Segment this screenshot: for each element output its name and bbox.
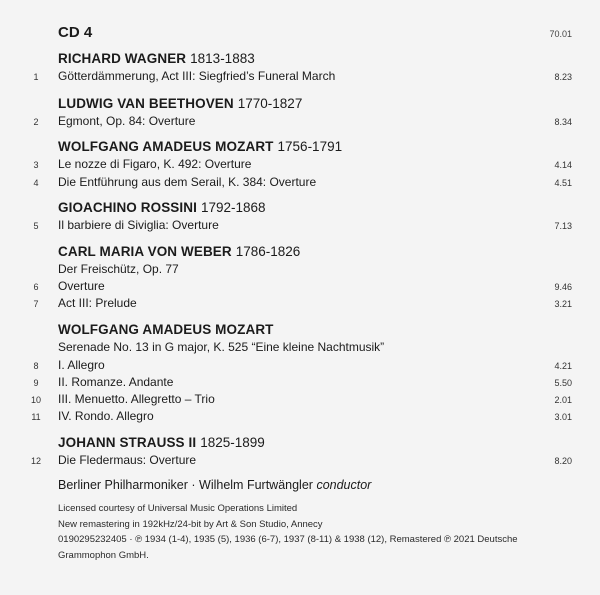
track-duration: 8.23	[554, 72, 572, 82]
orchestra-conductor: Berliner Philharmoniker · Wilhelm Furtwängler	[58, 478, 313, 492]
composer-heading	[58, 322, 274, 337]
track-duration: 2.01	[554, 395, 572, 405]
composer-dates: 1792-1868	[200, 200, 266, 215]
composer-heading	[58, 139, 342, 154]
notes-line: Licensed courtesy of Universal Music Operations Limited	[58, 503, 298, 514]
composer-heading	[58, 96, 302, 111]
track-row	[0, 175, 600, 191]
track-duration: 3.21	[554, 299, 572, 309]
composer-name: WOLFGANG AMADEUS MOZART	[58, 322, 274, 337]
composer-name: RICHARD WAGNER	[58, 51, 187, 66]
track-number: 2	[33, 117, 39, 127]
track-number: 11	[31, 412, 41, 422]
track-row	[0, 358, 600, 374]
track-number: 1	[33, 72, 39, 82]
track-row	[0, 392, 600, 408]
track-number: 9	[33, 378, 39, 388]
composer-heading	[58, 200, 266, 215]
track-title: III. Menuetto. Allegretto – Trio	[58, 392, 215, 406]
composer-heading	[58, 244, 300, 259]
track-number: 3	[33, 160, 39, 170]
performers-credit	[58, 478, 371, 492]
track-duration: 8.34	[554, 117, 572, 127]
composer-dates: 1786-1826	[235, 244, 301, 259]
composer-dates: 1813-1883	[190, 51, 255, 66]
track-title: II. Romanze. Andante	[58, 375, 174, 389]
cd-total-duration: 70.01	[549, 29, 572, 39]
composer-heading	[58, 51, 255, 66]
work-title: Der Freischütz, Op. 77	[58, 262, 179, 276]
notes-line: Grammophon GmbH.	[58, 549, 149, 561]
track-row	[0, 157, 600, 173]
track-title: Le nozze di Figaro, K. 492: Overture	[58, 157, 252, 171]
track-row	[0, 114, 600, 130]
track-row	[0, 375, 600, 391]
track-number: 6	[33, 282, 39, 292]
track-title: Die Fledermaus: Overture	[58, 453, 197, 467]
composer-name: GIOACHINO ROSSINI	[58, 200, 197, 215]
notes-line: New remastering in 192kHz/24-bit by Art & Son Studio, Annecy	[58, 518, 323, 530]
track-duration: 9.46	[554, 282, 572, 292]
track-title: Il barbiere di Siviglia: Overture	[58, 218, 219, 232]
license-notes	[58, 501, 578, 563]
track-title: Egmont, Op. 84: Overture	[58, 114, 196, 128]
track-title: IV. Rondo. Allegro	[58, 409, 154, 423]
track-duration: 3.01	[554, 412, 572, 422]
track-row	[0, 218, 600, 234]
composer-dates: 1756-1791	[277, 139, 343, 154]
cd-title: CD 4	[58, 24, 93, 41]
track-title: Die Entführung aus dem Serail, K. 384: Overture	[58, 175, 317, 189]
track-row	[0, 279, 600, 295]
track-title: I. Allegro	[58, 358, 105, 372]
notes-line: 0190295232405 · ℗ 1934 (1-4), 1935 (5), 1936 (6-7), 1937 (8-11) & 1938 (12), Remastered ℗ 2021 Deutsche	[58, 534, 518, 545]
composer-name: LUDWIG VAN BEETHOVEN	[58, 96, 234, 111]
track-number: 10	[30, 395, 41, 405]
track-number: 7	[33, 299, 39, 309]
track-number: 8	[33, 361, 39, 371]
track-title: Götterdämmerung, Act III: Siegfried’s Funeral March	[58, 69, 336, 83]
track-row	[0, 69, 600, 85]
track-duration: 4.51	[554, 178, 572, 188]
track-duration: 4.14	[554, 160, 572, 170]
track-number: 12	[30, 456, 41, 466]
track-duration: 7.13	[554, 221, 572, 231]
track-duration: 4.21	[554, 361, 572, 371]
composer-name: JOHANN STRAUSS II	[58, 435, 197, 450]
composer-dates: 1770-1827	[237, 96, 303, 111]
cd-header	[58, 24, 572, 44]
track-row	[0, 409, 600, 425]
conductor-role: conductor	[316, 478, 372, 492]
track-number: 4	[33, 178, 39, 188]
work-title: Serenade No. 13 in G major, K. 525 “Eine kleine Nachtmusik”	[58, 340, 385, 354]
track-title: Overture	[58, 279, 105, 293]
track-row	[0, 296, 600, 312]
track-duration: 8.20	[554, 456, 572, 466]
composer-name: CARL MARIA VON WEBER	[58, 244, 232, 259]
composer-dates: 1825-1899	[200, 435, 265, 450]
track-number: 5	[33, 221, 39, 231]
composer-name: WOLFGANG AMADEUS MOZART	[58, 139, 274, 154]
track-row	[0, 453, 600, 469]
track-duration: 5.50	[554, 378, 572, 388]
composer-heading	[58, 435, 265, 450]
track-title: Act III: Prelude	[58, 296, 137, 310]
